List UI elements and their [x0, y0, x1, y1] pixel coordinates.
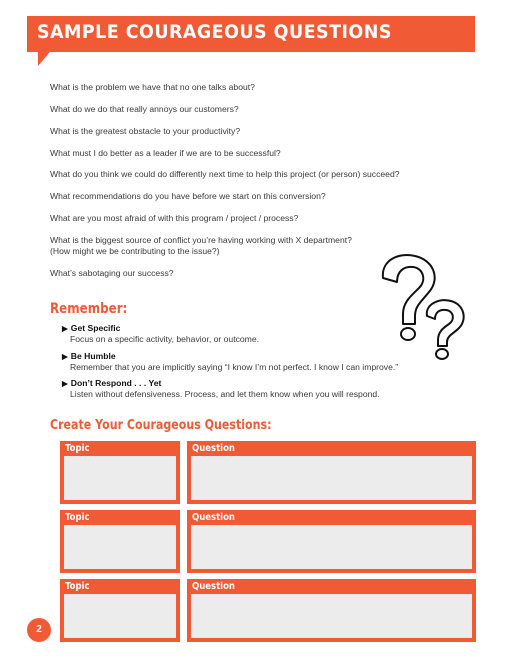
triangle-bullet-icon: ▶ — [62, 379, 68, 388]
question-label: Question — [192, 443, 235, 454]
question-label: Question — [192, 581, 235, 592]
question-6: What recommendations do you have before we start on this conversion? — [50, 191, 326, 201]
remember-item-desc: Focus on a specific activity, behavior, or outcome. — [70, 334, 259, 344]
question-3: What is the greatest obstacle to your productivity? — [50, 126, 241, 136]
remember-item-3 — [62, 378, 380, 400]
remember-item-title: Get Specific — [70, 323, 121, 333]
question-8: What is the biggest source of conflict you’re having working with X department? — [50, 235, 352, 245]
banner-tail — [38, 52, 50, 66]
question-8-followup: (How might we be contributing to the issue?) — [50, 246, 220, 256]
title-banner — [27, 16, 475, 52]
topic-box-1 — [60, 441, 180, 504]
topic-label: Topic — [65, 443, 90, 454]
topic-box-3 — [60, 579, 180, 642]
create-heading: Create Your Courageous Questions: — [50, 418, 272, 433]
remember-item-desc: Remember that you are implicitly saying “I know I’m not perfect. I know I can improve.” — [70, 362, 399, 372]
remember-item-title: Don’t Respond . . . Yet — [70, 378, 162, 388]
question-box-1 — [187, 441, 476, 504]
question-9: What’s sabotaging our success? — [50, 268, 174, 278]
triangle-bullet-icon: ▶ — [62, 352, 68, 361]
question-field[interactable] — [191, 525, 472, 569]
question-box-3 — [187, 579, 476, 642]
page-number: 2 — [27, 618, 51, 642]
remember-item-desc: Listen without defensiveness. Process, and let them know when you will respond. — [70, 389, 380, 399]
page-title: SAMPLE COURAGEOUS QUESTIONS — [37, 21, 392, 43]
topic-label: Topic — [65, 512, 90, 523]
question-5: What do you think we could do differently next time to help this project (or person) succeed? — [50, 169, 400, 179]
remember-heading: Remember: — [50, 301, 128, 317]
question-4: What must I do better as a leader if we are to be successful? — [50, 148, 281, 158]
question-1: What is the problem we have that no one talks about? — [50, 82, 255, 92]
question-label: Question — [192, 512, 235, 523]
question-2: What do we do that really annoys our customers? — [50, 104, 239, 114]
question-field[interactable] — [191, 456, 472, 500]
remember-item-2 — [62, 351, 398, 373]
remember-item-1 — [62, 323, 259, 345]
topic-box-2 — [60, 510, 180, 573]
topic-field[interactable] — [64, 525, 176, 569]
topic-field[interactable] — [64, 594, 176, 638]
question-box-2 — [187, 510, 476, 573]
remember-item-title: Be Humble — [70, 351, 116, 361]
topic-field[interactable] — [64, 456, 176, 500]
question-7: What are you most afraid of with this program / project / process? — [50, 213, 299, 223]
question-marks-illustration — [375, 250, 475, 365]
triangle-bullet-icon: ▶ — [62, 324, 68, 333]
question-field[interactable] — [191, 594, 472, 638]
topic-label: Topic — [65, 581, 90, 592]
